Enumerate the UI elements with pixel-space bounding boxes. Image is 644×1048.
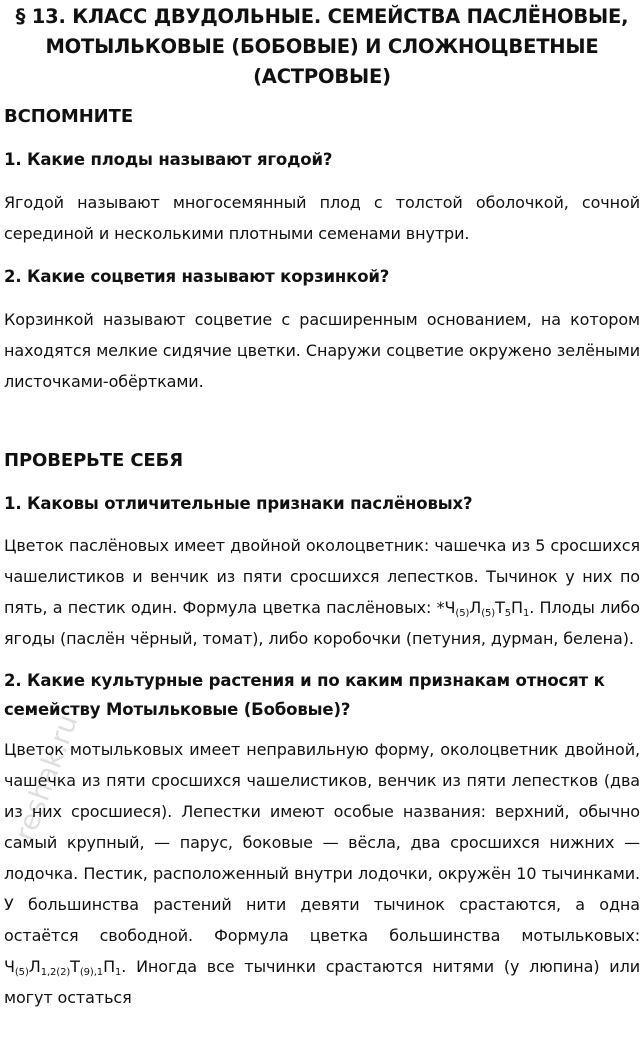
check-answer-1 — [4, 530, 640, 654]
check-heading: ПРОВЕРЬТЕ СЕБЯ — [4, 450, 184, 471]
formula-symbol: * — [436, 598, 445, 617]
watermark: reshak.ru — [8, 709, 85, 846]
formula-symbol: Ч — [444, 598, 456, 617]
formula-subscript: 5 — [504, 608, 512, 619]
formula-symbol: Л — [469, 598, 482, 617]
check-answer-1-text-a: Цветок паслёновых имеет двойной околоцветник: чашечка из 5 сросшихся чашелистиков и венчик из пяти сросшихся лепестков. Тычинок у них по пять, а пестик один. Формула цветка паслёновых: — [4, 536, 640, 617]
recall-section — [4, 104, 640, 397]
formula-symbol: Т — [70, 957, 80, 976]
document-page — [0, 2, 644, 1013]
formula-end: . — [121, 957, 127, 976]
formula-subscript: 1 — [115, 967, 122, 978]
formula-subscript: (5) — [14, 967, 29, 978]
formula-subscript: 1 — [522, 608, 530, 619]
check-section — [4, 448, 640, 1013]
formula-symbol: Т — [495, 598, 505, 617]
formula-symbol: П — [103, 957, 115, 976]
recall-answer-2: Корзинкой называют соцветие с расширенным основанием, на котором находятся мелкие сидячие цветки. Снаружи соцветие окружено зелёными листочками-обёртками. — [4, 310, 640, 391]
title-line-3: (АСТРОВЫЕ) — [253, 65, 391, 88]
formula-symbol: Ч — [4, 957, 15, 976]
formula-subscript: (5) — [481, 608, 496, 619]
check-answer-2-text-a: Цветок мотыльковых имеет неправильную форму, околоцветник двойной, чашечка из пяти сросшихся чашелистиков, венчик из пяти лепестков (два из них сросшиеся). Лепестки имеют особые названия: верхний, обычно самый крупный, — парус, боковые — вёсла, два сросшихся нижних — лодочка. Пестик, расположенный внутри лодочки, окружён 10 тычинками. У большинства растений нити девяти тычинок срастаются, а одна остаётся свободной. Формула цветка большинства мотыльковых: — [4, 740, 640, 945]
title-line-2: МОТЫЛЬКОВЫЕ (БОБОВЫЕ) И СЛОЖНОЦВЕТНЫЕ — [45, 35, 599, 58]
formula-symbol: П — [511, 598, 523, 617]
formula-subscript: (9),1 — [79, 967, 104, 978]
formula-symbol: Л — [28, 957, 41, 976]
formula-end: . — [529, 598, 535, 617]
recall-answer-1: Ягодой называют многосемянный плод с толстой оболочкой, сочной серединой и несколькими плотными семенами внутри. — [4, 193, 640, 243]
check-question-1: 1. Каковы отличительные признаки паслёновых? — [4, 494, 473, 513]
flower-formula-fabaceae — [4, 957, 126, 976]
page-title — [4, 2, 640, 92]
check-answer-1-text-b: Плоды либо ягоды (паслён чёрный, томат), либо коробочки (петуния, дурман, белена). — [4, 598, 640, 648]
check-answer-2-text-b: Иногда все тычинки срастаются нитями (у люпина) или могут остаться — [4, 957, 640, 1007]
formula-subscript: (5) — [455, 608, 470, 619]
title-line-1: § 13. КЛАСС ДВУДОЛЬНЫЕ. СЕМЕЙСТВА ПАСЛЁНОВЫЕ, — [15, 5, 629, 28]
recall-question-2: 2. Какие соцветия называют корзинкой? — [4, 267, 390, 286]
check-answer-2 — [4, 734, 640, 1013]
flower-formula-solanaceae — [437, 598, 535, 617]
recall-question-1: 1. Какие плоды называют ягодой? — [4, 150, 333, 169]
check-question-2: 2. Какие культурные растения и по каким признакам относят к семейству Мотыльковые (Бобовые)? — [4, 671, 605, 719]
formula-subscript: 1,2(2) — [40, 967, 71, 978]
recall-heading: ВСПОМНИТЕ — [4, 106, 134, 127]
